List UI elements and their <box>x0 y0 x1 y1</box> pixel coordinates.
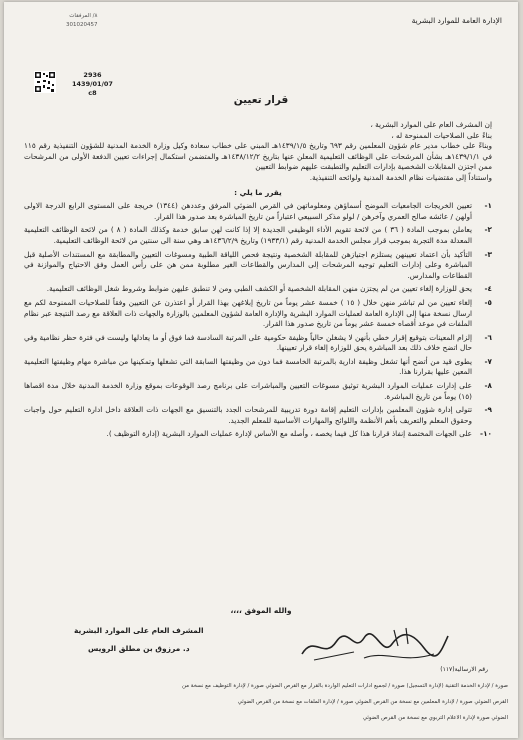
item-text: على الجهات المختصة إنفاذ قرارنا هذا كل فيما يخصه ، وأصله مع الأساس لإدارة عمليات الموارد البشرية (إدارة التوظيف ). <box>106 429 472 439</box>
intro-line: واستناداً إلى مقتضيات نظام الخدمة المدنية ولوائحه التنفيذية. <box>309 172 492 182</box>
decision-item <box>24 284 492 295</box>
item-text: إلغاء تعيين من لم تباشر منهن خلال ( ١٥ ) خمسة عشر يوماً من تاريخ إبلاغهن بهذا القرار أو اعتذرن عن التعيين وفقاً للصلاحيات الممنوحة لكم مع ارسال نسخة منها إلى الإدارة العامة لعمليات الموارد البشرية والإدارة العامة لشؤون المعلمين بالوزارة والجهات ذات العلاقة مع رصد النتيجة عبر نظام الملفات في موعد أقصاه خمسة عشر يوماً من تاريخ صدور هذا القرار. <box>24 297 472 329</box>
item-text: يعاملن بموجب المادة ( ٣٦ ) من لائحة تقويم الأداء الوظيفي الجديدة إلا إذا كانت لهن سابق خدمة وكذلك المادة ( ٨ ) من لائحة الوظائف التعليمية المعدلة مدة التجربة بموجب قرار مجلس الخدمة المدنية رقم (١٩٣٣/١) وتاريخ ١٤٣٦/٢/٩هـ وهي سنة الى سنتين من لائحة الوظائف التعليمية. <box>24 225 472 245</box>
item-number: ١٠- <box>480 429 492 439</box>
reference-number: 2936 <box>83 71 102 79</box>
signature-block <box>74 622 204 658</box>
serial-block <box>66 12 98 30</box>
decision-item <box>24 429 492 440</box>
item-text: التأكيد بأن اعتماد تعيينهن يستلزم اجتيازهن للمقابلة الشخصية ونتيجة فحص اللياقة الطبية ومسوغات التعيين والمطابقة مع المستندات الأصلية قبل المباشرة وعلى إدارات التعليم توجيه المرشحات إلى المدارس والقطاعات الغير مطلوبة ممن هن على رأس العمل وفق الاحتياج والموازنة في القطاعات والمدارس. <box>24 249 472 280</box>
decision-item <box>24 381 492 402</box>
document-number: رقم الارسالية(١١٧) <box>440 666 488 673</box>
item-number: ٦- <box>484 332 492 342</box>
item-text: إلزام المعينات بتوقيع إقرار خطي بأنهن لا يشغلن حالياً وظيفة حكومية على المرتبة السادسة فما فوق أو ما يعادلها وليست في فترة حظر نظامية وفي حال اتضح خلاف ذلك بعد المباشرة يحق للوزارة إلغاء قرار تعيينها. <box>24 332 472 353</box>
item-text: يطوى قيد من أتضح أنها تشغل وظيفة ادارية بالمرتبة الخامسة فما دون من وظيفتها السابقة التي تشغلها وتمكينها من مباشرة مهام وظيفتها التعليمية المعين عليها بقرارنا هذا. <box>24 356 472 377</box>
decision-item <box>24 333 492 354</box>
copies-line: القرص الضوئي صورة / لإدارة المعلمين مع نسخة من القرص الضوئي صورة / لإدارة الملفات مع نسخة من القرص الضوئي <box>237 699 508 705</box>
decision-item <box>24 201 492 222</box>
qr-code-icon <box>34 71 56 93</box>
item-number: ٨- <box>484 381 492 391</box>
item-number: ٢- <box>484 225 492 235</box>
item-text: يحق للوزارة إلغاء تعيين من لم يجتزن منهن المقابلة الشخصية أو الكشف الطبي ومن لا تنطبق عليهن ضوابط وشروط شغل الوظائف التعليمية. <box>46 284 472 294</box>
decision-item <box>24 357 492 378</box>
signatory-name: د. مرزوق بن مطلق الرويس <box>87 644 190 653</box>
item-text: تعيين الخريجات الجامعيات الموضح أسماؤهن ومعلوماتهن في القرص الضوئي المرفق وعددهن (١٣٤٤) خريجة على المستوى الرابع الدرجة الاولى أولهن / عائشه صالح العمري وآخرهن / لولو مذكر السبيعي اعتباراً من تاريخ المباشرة بعد صدور هذا القرار. <box>24 201 472 221</box>
handwritten-signature <box>294 624 454 668</box>
copies-list <box>14 678 508 726</box>
copies-line: صورة / لإدارة الخدمة التقنية (لإدارة التسجيل) صورة / لجميع ادارات التعليم الواردة بالقرار مع القرص الضوئي صورة / لإدارة التوظيف مع نسخة من <box>182 683 508 689</box>
decision-item <box>24 405 492 426</box>
signatory-title: المشرف العام على الموارد البشرية <box>74 626 204 635</box>
item-number: ١- <box>484 201 492 211</box>
decision-item <box>24 298 492 330</box>
item-number: ٥- <box>484 297 492 307</box>
intro-line: بناءً على الصلاحيات الممنوحة له ، <box>391 130 492 140</box>
document-body <box>24 120 492 443</box>
closing-line: والله الموفق ،،،، <box>230 606 292 615</box>
reference-date: 1439/01/07 <box>72 80 113 88</box>
organization-header: الإدارة العامة للموارد البشرية <box>411 16 502 25</box>
item-number: ٣- <box>484 249 492 259</box>
document-title: قرار تعيين <box>233 94 289 106</box>
item-text: على إدارات عمليات الموارد البشرية توثيق مسوغات التعيين والمباشرات على برنامج رصد الوقوعات بموقع وزارة الخدمة المدنية خلال مدة اقصاها (١٥) يوماً من تاريخ المباشرة. <box>24 381 472 401</box>
document-page <box>4 2 518 738</box>
decision-item <box>24 250 492 282</box>
item-text: تتولى إدارة شؤون المعلمين بإدارات التعليم إقامة دورة تدريبية للمرشحات الجدد بالتنسيق مع الجهات ذات العلاقة داخل ادارة التعليم حول واجبات وحقوق المعلم والتعريف بأهم الأنظمة واللوائح والمهارات الأساسية للمعلم الجديد. <box>24 405 472 425</box>
item-number: ٤- <box>484 284 492 294</box>
decision-item <box>24 225 492 246</box>
intro-line: إن المشرف العام على الموارد البشرية ، <box>370 120 492 129</box>
serial-number: 301020457 <box>66 22 98 28</box>
intro-paragraph: وبناءً على خطاب مدير عام شؤون المعلمين رقم ٦٩٣ وتاريخ ١٤٣٩/١/٥هـ المبني على خطاب سعادة وكيل وزارة الخدمة المدنية للشؤون التنفيذية رقم ١١٥ في ١٤٣٩/١/١هـ بشأن المرشحات على الوظائف التعليمية المعلن عنها بتاريخ ١٤٣٨/١٢/٢هـ والمتضمن استكمال إجراءات تعيين الدفعة الأولى من المرشحات ممن اجتزن المقابلات الشخصية بإدارات التعليم والتطبقت عليهم ضوابط التعيين <box>24 141 492 172</box>
reference-attachments: c8 <box>88 89 97 97</box>
copies-line: الضوئي صورة لإدارة الاعلام التربوي مع نسخة من القرص الضوئي <box>362 715 508 721</box>
decision-heading: يقرر ما يلي : <box>234 187 282 197</box>
item-number: ٧- <box>484 356 492 366</box>
serial-top: ٨/ المرفقات <box>69 13 98 19</box>
item-number: ٩- <box>484 405 492 415</box>
